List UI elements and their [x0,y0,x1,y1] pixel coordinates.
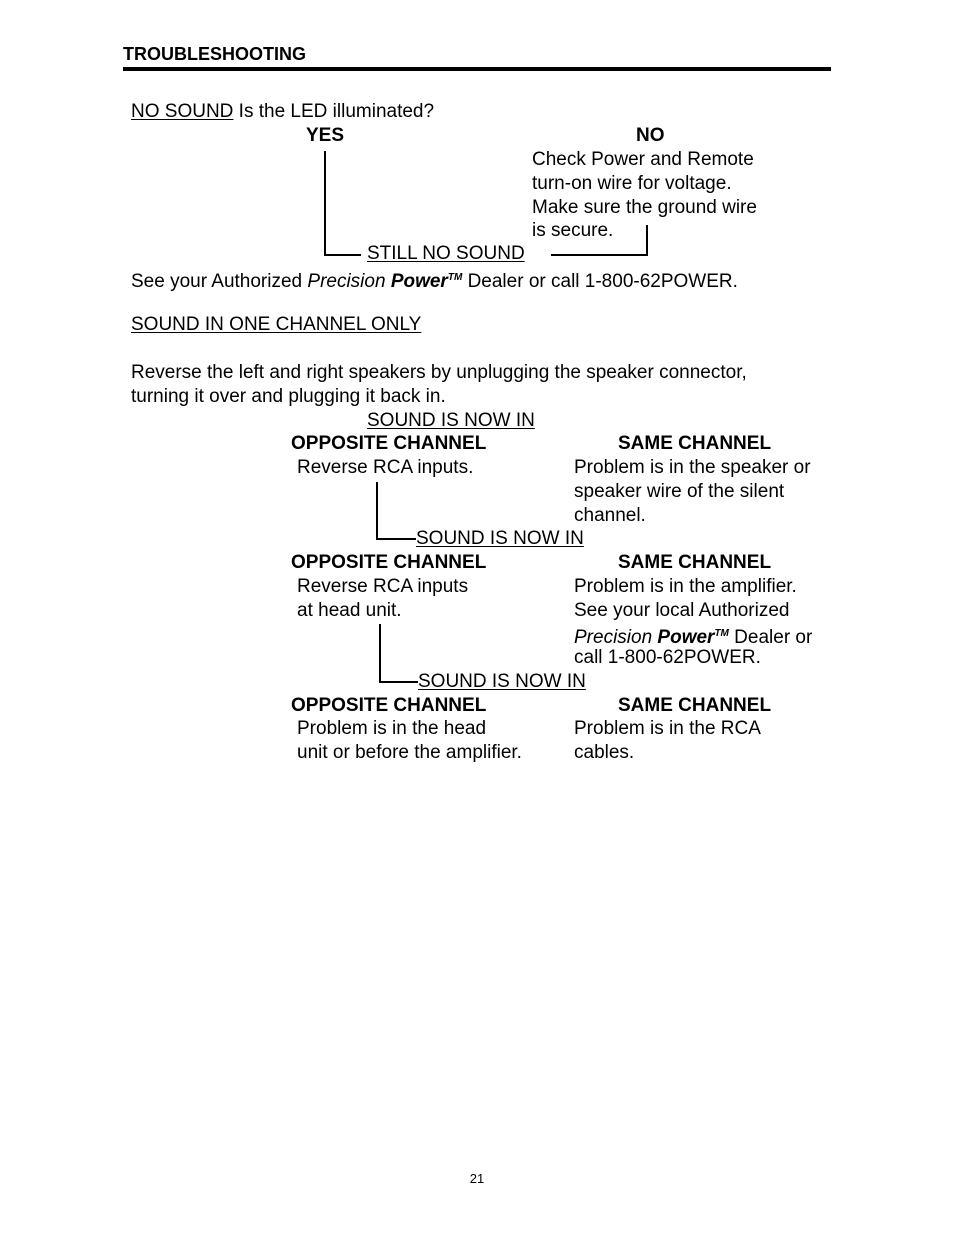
no-label: NO [636,125,665,146]
no-text-line: Check Power and Remote [532,149,754,170]
no-sound-question-line [131,100,434,124]
still-no-sound-label: STILL NO SOUND [367,243,525,264]
same-text: cables. [574,742,635,763]
same-text: Problem is in the amplifier. [574,576,797,597]
no-connector-line [646,225,648,256]
step-connector-line [376,538,416,540]
step-connector-line [376,482,378,540]
dealer-pre: See your Authorized [131,271,308,292]
page-title: TROUBLESHOOTING [123,44,306,64]
same-text: speaker wire of the silent [574,481,785,502]
result-label: SOUND IS NOW IN [367,410,535,431]
opposite-text: Reverse RCA inputs [297,576,469,597]
intro-line: Reverse the left and right speakers by unplugging the speaker connector, [131,362,747,383]
no-sound-heading: NO SOUND [131,101,234,122]
brand-bold: Power [657,627,715,648]
trademark-mark: TM [447,272,463,283]
same-text: channel. [574,505,646,526]
dealer-line [131,266,738,294]
brand-bold: Power [390,271,448,292]
opposite-text: Reverse RCA inputs. [297,457,474,478]
no-text-line: Make sure the ground wire [532,197,757,218]
yes-connector-line [324,254,361,256]
one-channel-heading: SOUND IN ONE CHANNEL ONLY [131,314,422,335]
no-sound-question: Is the LED illuminated? [233,101,435,122]
opposite-channel-label: OPPOSITE CHANNEL [291,695,487,716]
yes-connector-line [324,151,326,256]
no-connector-line [551,254,648,256]
opposite-text: unit or before the amplifier. [297,742,522,763]
result-label: SOUND IS NOW IN [416,528,584,549]
step-connector-line [379,681,418,683]
trademark-mark: TM [714,628,729,639]
opposite-channel-label: OPPOSITE CHANNEL [291,552,487,573]
same-text: Problem is in the speaker or [574,457,811,478]
result-label: SOUND IS NOW IN [418,671,586,692]
step-connector-line [379,624,381,683]
same-text: Problem is in the RCA [574,718,761,739]
same-channel-label: SAME CHANNEL [618,695,772,716]
no-text-line: turn-on wire for voltage. [532,173,732,194]
opposite-text: at head unit. [297,600,402,621]
dealer-post: Dealer or [728,627,813,648]
same-text: call 1-800-62POWER. [574,647,761,668]
page-number: 21 [469,1171,485,1186]
header-rule [123,67,831,71]
intro-line: turning it over and plugging it back in. [131,386,446,407]
brand-italic: Precision [307,271,391,292]
same-channel-label: SAME CHANNEL [618,552,772,573]
brand-italic: Precision [574,627,658,648]
same-text: See your local Authorized [574,600,790,621]
opposite-text: Problem is in the head [297,718,487,739]
same-channel-label: SAME CHANNEL [618,433,772,454]
opposite-channel-label: OPPOSITE CHANNEL [291,433,487,454]
yes-label: YES [306,125,345,146]
no-text-line: is secure. [532,220,614,241]
dealer-post: Dealer or call 1-800-62POWER. [462,271,738,292]
